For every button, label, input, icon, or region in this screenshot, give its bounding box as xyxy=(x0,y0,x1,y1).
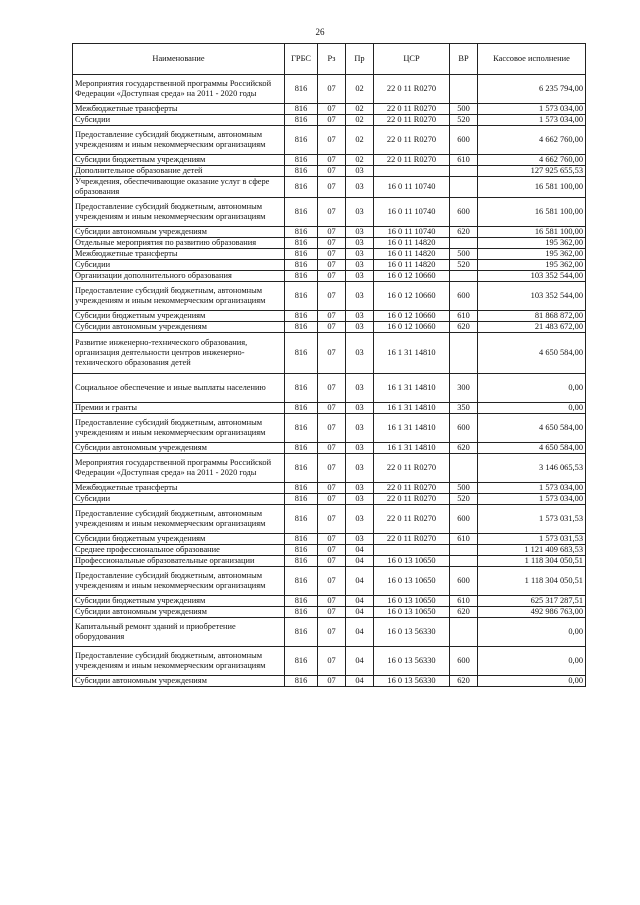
cell-rz: 07 xyxy=(318,596,346,607)
cell-pr: 02 xyxy=(346,75,374,104)
cell-vr: 610 xyxy=(450,596,478,607)
cell-csr: 22 0 11 R0270 xyxy=(374,494,450,505)
cell-amount: 16 581 100,00 xyxy=(478,198,586,227)
cell-name: Субсидии бюджетным учреждениям xyxy=(73,596,285,607)
cell-rz: 07 xyxy=(318,282,346,311)
table-row xyxy=(73,607,586,618)
cell-name: Развитие инженерно-технического образования, организация деятельности центров инженерно-технического образования детей xyxy=(73,333,285,374)
cell-rz: 07 xyxy=(318,454,346,483)
cell-amount: 1 573 031,53 xyxy=(478,534,586,545)
cell-amount: 0,00 xyxy=(478,676,586,687)
table-row xyxy=(73,676,586,687)
table-row xyxy=(73,115,586,126)
cell-grbs: 816 xyxy=(285,115,318,126)
cell-amount: 0,00 xyxy=(478,403,586,414)
cell-csr: 16 0 11 14820 xyxy=(374,249,450,260)
header-vr: ВР xyxy=(450,44,478,75)
cell-name: Субсидии xyxy=(73,260,285,271)
cell-csr: 16 0 12 10660 xyxy=(374,282,450,311)
cell-pr: 03 xyxy=(346,322,374,333)
cell-vr: 620 xyxy=(450,607,478,618)
cell-name: Предоставление субсидий бюджетным, автономным учреждениям и иным некоммерческим организациям xyxy=(73,126,285,155)
cell-pr: 03 xyxy=(346,333,374,374)
table-row xyxy=(73,556,586,567)
cell-csr: 16 0 13 10650 xyxy=(374,607,450,618)
table-row xyxy=(73,443,586,454)
cell-rz: 07 xyxy=(318,647,346,676)
cell-amount: 4 650 584,00 xyxy=(478,414,586,443)
cell-amount: 16 581 100,00 xyxy=(478,177,586,198)
cell-amount: 1 118 304 050,51 xyxy=(478,556,586,567)
cell-csr: 22 0 11 R0270 xyxy=(374,534,450,545)
cell-name: Организации дополнительного образования xyxy=(73,271,285,282)
table-row xyxy=(73,155,586,166)
cell-pr: 03 xyxy=(346,198,374,227)
cell-name: Учреждения, обеспечивающие оказание услуг в сфере образования xyxy=(73,177,285,198)
table-row xyxy=(73,238,586,249)
cell-grbs: 816 xyxy=(285,126,318,155)
cell-csr: 16 1 31 14810 xyxy=(374,443,450,454)
cell-name: Мероприятия государственной программы Российской Федерации «Доступная среда» на 2011 - 2020 годы xyxy=(73,454,285,483)
table-row xyxy=(73,414,586,443)
cell-name: Межбюджетные трансферты xyxy=(73,249,285,260)
cell-grbs: 816 xyxy=(285,260,318,271)
table-row xyxy=(73,374,586,403)
cell-grbs: 816 xyxy=(285,454,318,483)
cell-pr: 03 xyxy=(346,177,374,198)
cell-grbs: 816 xyxy=(285,238,318,249)
cell-rz: 07 xyxy=(318,227,346,238)
cell-grbs: 816 xyxy=(285,483,318,494)
cell-grbs: 816 xyxy=(285,333,318,374)
cell-grbs: 816 xyxy=(285,403,318,414)
cell-pr: 02 xyxy=(346,104,374,115)
cell-vr xyxy=(450,333,478,374)
cell-grbs: 816 xyxy=(285,155,318,166)
cell-rz: 07 xyxy=(318,115,346,126)
cell-csr: 16 1 31 14810 xyxy=(374,374,450,403)
budget-table xyxy=(72,43,586,687)
table-header-row xyxy=(73,44,586,75)
cell-grbs: 816 xyxy=(285,545,318,556)
table-row xyxy=(73,647,586,676)
cell-rz: 07 xyxy=(318,676,346,687)
cell-name: Капитальный ремонт зданий и приобретение оборудования xyxy=(73,618,285,647)
cell-amount: 1 573 034,00 xyxy=(478,115,586,126)
cell-vr: 600 xyxy=(450,647,478,676)
cell-rz: 07 xyxy=(318,311,346,322)
cell-rz: 07 xyxy=(318,104,346,115)
cell-amount: 0,00 xyxy=(478,647,586,676)
cell-name: Межбюджетные трансферты xyxy=(73,104,285,115)
header-amount: Кассовое исполнение xyxy=(478,44,586,75)
cell-csr: 16 0 13 10650 xyxy=(374,596,450,607)
cell-name: Субсидии xyxy=(73,494,285,505)
table-row xyxy=(73,75,586,104)
cell-grbs: 816 xyxy=(285,647,318,676)
cell-grbs: 816 xyxy=(285,311,318,322)
cell-rz: 07 xyxy=(318,249,346,260)
cell-csr: 16 0 12 10660 xyxy=(374,271,450,282)
cell-grbs: 816 xyxy=(285,282,318,311)
cell-rz: 07 xyxy=(318,374,346,403)
cell-vr xyxy=(450,618,478,647)
cell-csr: 16 0 11 14820 xyxy=(374,238,450,249)
cell-rz: 07 xyxy=(318,545,346,556)
cell-amount: 0,00 xyxy=(478,618,586,647)
cell-name: Субсидии бюджетным учреждениям xyxy=(73,311,285,322)
cell-name: Профессиональные образовательные организации xyxy=(73,556,285,567)
table-row xyxy=(73,545,586,556)
header-csr: ЦСР xyxy=(374,44,450,75)
cell-grbs: 816 xyxy=(285,271,318,282)
cell-csr xyxy=(374,545,450,556)
cell-amount: 4 662 760,00 xyxy=(478,155,586,166)
cell-csr: 16 0 13 10650 xyxy=(374,556,450,567)
cell-vr: 600 xyxy=(450,567,478,596)
cell-amount: 103 352 544,00 xyxy=(478,271,586,282)
cell-amount: 103 352 544,00 xyxy=(478,282,586,311)
cell-pr: 03 xyxy=(346,249,374,260)
cell-csr: 22 0 11 R0270 xyxy=(374,483,450,494)
cell-rz: 07 xyxy=(318,177,346,198)
cell-amount: 0,00 xyxy=(478,374,586,403)
cell-amount: 1 118 304 050,51 xyxy=(478,567,586,596)
cell-csr: 16 0 11 10740 xyxy=(374,227,450,238)
cell-grbs: 816 xyxy=(285,607,318,618)
cell-grbs: 816 xyxy=(285,556,318,567)
table-row xyxy=(73,494,586,505)
cell-amount: 127 925 655,53 xyxy=(478,166,586,177)
cell-rz: 07 xyxy=(318,75,346,104)
cell-vr xyxy=(450,177,478,198)
cell-name: Субсидии xyxy=(73,115,285,126)
table-row xyxy=(73,596,586,607)
table-row xyxy=(73,483,586,494)
cell-vr xyxy=(450,75,478,104)
cell-pr: 02 xyxy=(346,155,374,166)
cell-rz: 07 xyxy=(318,238,346,249)
header-name: Наименование xyxy=(73,44,285,75)
cell-csr xyxy=(374,166,450,177)
cell-pr: 04 xyxy=(346,647,374,676)
cell-grbs: 816 xyxy=(285,494,318,505)
table-row xyxy=(73,260,586,271)
cell-csr: 22 0 11 R0270 xyxy=(374,155,450,166)
cell-vr: 520 xyxy=(450,115,478,126)
cell-rz: 07 xyxy=(318,534,346,545)
cell-pr: 03 xyxy=(346,271,374,282)
cell-csr: 16 1 31 14810 xyxy=(374,414,450,443)
cell-amount: 16 581 100,00 xyxy=(478,227,586,238)
cell-vr xyxy=(450,545,478,556)
cell-name: Мероприятия государственной программы Российской Федерации «Доступная среда» на 2011 - 2020 годы xyxy=(73,75,285,104)
cell-pr: 03 xyxy=(346,414,374,443)
table-row xyxy=(73,282,586,311)
cell-vr: 520 xyxy=(450,260,478,271)
cell-rz: 07 xyxy=(318,618,346,647)
cell-rz: 07 xyxy=(318,483,346,494)
cell-name: Предоставление субсидий бюджетным, автономным учреждениям и иным некоммерческим организациям xyxy=(73,647,285,676)
cell-csr: 22 0 11 R0270 xyxy=(374,104,450,115)
cell-grbs: 816 xyxy=(285,443,318,454)
header-rz: Рз xyxy=(318,44,346,75)
cell-csr: 22 0 11 R0270 xyxy=(374,505,450,534)
cell-rz: 07 xyxy=(318,271,346,282)
cell-rz: 07 xyxy=(318,333,346,374)
cell-amount: 1 573 034,00 xyxy=(478,483,586,494)
cell-grbs: 816 xyxy=(285,505,318,534)
cell-pr: 04 xyxy=(346,596,374,607)
cell-amount: 492 986 763,00 xyxy=(478,607,586,618)
cell-vr xyxy=(450,556,478,567)
cell-grbs: 816 xyxy=(285,676,318,687)
cell-pr: 04 xyxy=(346,556,374,567)
table-row xyxy=(73,271,586,282)
cell-pr: 03 xyxy=(346,311,374,322)
cell-pr: 03 xyxy=(346,403,374,414)
cell-grbs: 816 xyxy=(285,322,318,333)
cell-vr xyxy=(450,238,478,249)
cell-csr: 16 0 11 14820 xyxy=(374,260,450,271)
cell-name: Предоставление субсидий бюджетным, автономным учреждениям и иным некоммерческим организациям xyxy=(73,414,285,443)
cell-amount: 1 573 034,00 xyxy=(478,494,586,505)
cell-vr: 620 xyxy=(450,322,478,333)
cell-name: Субсидии бюджетным учреждениям xyxy=(73,534,285,545)
table-row xyxy=(73,567,586,596)
cell-name: Отдельные мероприятия по развитию образования xyxy=(73,238,285,249)
table-row xyxy=(73,177,586,198)
cell-vr: 600 xyxy=(450,198,478,227)
cell-amount: 1 121 409 683,53 xyxy=(478,545,586,556)
cell-name: Предоставление субсидий бюджетным, автономным учреждениям и иным некоммерческим организациям xyxy=(73,282,285,311)
cell-pr: 04 xyxy=(346,676,374,687)
cell-vr: 600 xyxy=(450,414,478,443)
table-row xyxy=(73,454,586,483)
cell-rz: 07 xyxy=(318,494,346,505)
cell-vr: 500 xyxy=(450,483,478,494)
cell-name: Субсидии автономным учреждениям xyxy=(73,227,285,238)
cell-pr: 03 xyxy=(346,443,374,454)
cell-name: Дополнительное образование детей xyxy=(73,166,285,177)
cell-pr: 03 xyxy=(346,454,374,483)
cell-name: Субсидии автономным учреждениям xyxy=(73,607,285,618)
cell-vr: 620 xyxy=(450,227,478,238)
cell-grbs: 816 xyxy=(285,104,318,115)
cell-name: Предоставление субсидий бюджетным, автономным учреждениям и иным некоммерческим организациям xyxy=(73,505,285,534)
cell-rz: 07 xyxy=(318,607,346,618)
cell-grbs: 816 xyxy=(285,198,318,227)
cell-grbs: 816 xyxy=(285,166,318,177)
cell-vr: 300 xyxy=(450,374,478,403)
cell-vr: 610 xyxy=(450,155,478,166)
cell-rz: 07 xyxy=(318,567,346,596)
cell-rz: 07 xyxy=(318,403,346,414)
cell-grbs: 816 xyxy=(285,414,318,443)
cell-csr: 16 0 13 56330 xyxy=(374,647,450,676)
cell-pr: 03 xyxy=(346,282,374,311)
table-row xyxy=(73,505,586,534)
cell-grbs: 816 xyxy=(285,534,318,545)
cell-vr: 500 xyxy=(450,249,478,260)
cell-csr: 16 0 13 10650 xyxy=(374,567,450,596)
cell-rz: 07 xyxy=(318,443,346,454)
table-row xyxy=(73,126,586,155)
table-row xyxy=(73,534,586,545)
cell-amount: 6 235 794,00 xyxy=(478,75,586,104)
cell-csr: 22 0 11 R0270 xyxy=(374,126,450,155)
cell-amount: 21 483 672,00 xyxy=(478,322,586,333)
cell-name: Предоставление субсидий бюджетным, автономным учреждениям и иным некоммерческим организациям xyxy=(73,198,285,227)
cell-pr: 03 xyxy=(346,374,374,403)
cell-grbs: 816 xyxy=(285,227,318,238)
cell-name: Социальное обеспечение и иные выплаты населению xyxy=(73,374,285,403)
cell-rz: 07 xyxy=(318,556,346,567)
cell-amount: 195 362,00 xyxy=(478,238,586,249)
cell-rz: 07 xyxy=(318,260,346,271)
cell-amount: 195 362,00 xyxy=(478,260,586,271)
cell-name: Субсидии бюджетным учреждениям xyxy=(73,155,285,166)
cell-pr: 03 xyxy=(346,494,374,505)
cell-vr: 350 xyxy=(450,403,478,414)
cell-csr: 16 0 12 10660 xyxy=(374,322,450,333)
cell-vr xyxy=(450,454,478,483)
cell-csr: 16 0 13 56330 xyxy=(374,676,450,687)
cell-grbs: 816 xyxy=(285,596,318,607)
cell-csr: 16 0 11 10740 xyxy=(374,198,450,227)
cell-vr: 500 xyxy=(450,104,478,115)
cell-grbs: 816 xyxy=(285,177,318,198)
cell-pr: 03 xyxy=(346,534,374,545)
header-pr: Пр xyxy=(346,44,374,75)
cell-rz: 07 xyxy=(318,505,346,534)
cell-amount: 4 650 584,00 xyxy=(478,443,586,454)
cell-vr: 610 xyxy=(450,534,478,545)
cell-grbs: 816 xyxy=(285,618,318,647)
page-number: 26 xyxy=(315,27,325,37)
cell-amount: 195 362,00 xyxy=(478,249,586,260)
table-row xyxy=(73,333,586,374)
cell-amount: 4 662 760,00 xyxy=(478,126,586,155)
cell-pr: 03 xyxy=(346,483,374,494)
cell-amount: 4 650 584,00 xyxy=(478,333,586,374)
cell-name: Субсидии автономным учреждениям xyxy=(73,443,285,454)
cell-grbs: 816 xyxy=(285,249,318,260)
cell-name: Премии и гранты xyxy=(73,403,285,414)
cell-grbs: 816 xyxy=(285,374,318,403)
table-row xyxy=(73,198,586,227)
cell-vr xyxy=(450,166,478,177)
cell-pr: 02 xyxy=(346,115,374,126)
cell-name: Среднее профессиональное образование xyxy=(73,545,285,556)
cell-amount: 1 573 031,53 xyxy=(478,505,586,534)
cell-csr: 16 1 31 14810 xyxy=(374,333,450,374)
cell-pr: 04 xyxy=(346,545,374,556)
cell-vr: 520 xyxy=(450,494,478,505)
table-row xyxy=(73,403,586,414)
header-grbs: ГРБС xyxy=(285,44,318,75)
cell-csr: 22 0 11 R0270 xyxy=(374,75,450,104)
cell-vr: 620 xyxy=(450,443,478,454)
cell-pr: 04 xyxy=(346,607,374,618)
cell-rz: 07 xyxy=(318,166,346,177)
cell-name: Субсидии автономным учреждениям xyxy=(73,322,285,333)
cell-rz: 07 xyxy=(318,155,346,166)
cell-amount: 3 146 065,53 xyxy=(478,454,586,483)
cell-csr: 16 0 12 10660 xyxy=(374,311,450,322)
cell-vr: 610 xyxy=(450,311,478,322)
cell-pr: 03 xyxy=(346,505,374,534)
table-row xyxy=(73,249,586,260)
cell-rz: 07 xyxy=(318,414,346,443)
cell-pr: 02 xyxy=(346,126,374,155)
cell-amount: 81 868 872,00 xyxy=(478,311,586,322)
cell-pr: 04 xyxy=(346,567,374,596)
table-row xyxy=(73,227,586,238)
cell-amount: 1 573 034,00 xyxy=(478,104,586,115)
table-row xyxy=(73,322,586,333)
table-body xyxy=(73,75,586,687)
table-row xyxy=(73,104,586,115)
cell-vr: 600 xyxy=(450,282,478,311)
cell-vr xyxy=(450,271,478,282)
cell-name: Межбюджетные трансферты xyxy=(73,483,285,494)
cell-csr: 22 0 11 R0270 xyxy=(374,454,450,483)
cell-vr: 620 xyxy=(450,676,478,687)
cell-name: Субсидии автономным учреждениям xyxy=(73,676,285,687)
cell-csr: 22 0 11 R0270 xyxy=(374,115,450,126)
cell-csr: 16 0 13 56330 xyxy=(374,618,450,647)
cell-name: Предоставление субсидий бюджетным, автономным учреждениям и иным некоммерческим организациям xyxy=(73,567,285,596)
cell-rz: 07 xyxy=(318,322,346,333)
cell-csr: 16 1 31 14810 xyxy=(374,403,450,414)
cell-csr: 16 0 11 10740 xyxy=(374,177,450,198)
cell-pr: 03 xyxy=(346,260,374,271)
cell-grbs: 816 xyxy=(285,567,318,596)
cell-pr: 04 xyxy=(346,618,374,647)
cell-vr: 600 xyxy=(450,505,478,534)
table-row xyxy=(73,311,586,322)
cell-pr: 03 xyxy=(346,238,374,249)
cell-vr: 600 xyxy=(450,126,478,155)
table-row xyxy=(73,618,586,647)
cell-grbs: 816 xyxy=(285,75,318,104)
cell-rz: 07 xyxy=(318,126,346,155)
cell-amount: 625 317 287,51 xyxy=(478,596,586,607)
cell-pr: 03 xyxy=(346,227,374,238)
table-row xyxy=(73,166,586,177)
cell-pr: 03 xyxy=(346,166,374,177)
cell-rz: 07 xyxy=(318,198,346,227)
